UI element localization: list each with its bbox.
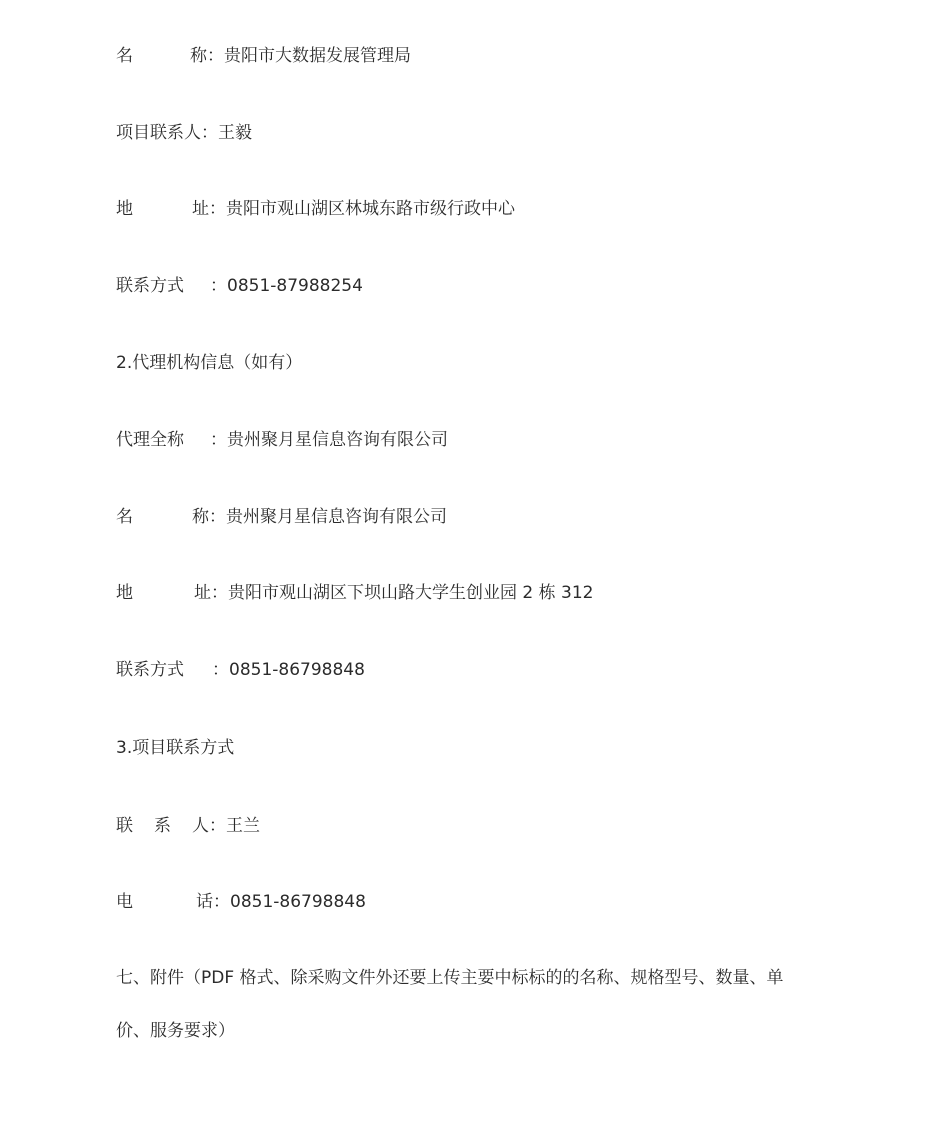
project-contact-tel-label-a: 电 (116, 892, 133, 912)
purchaser-contact-method-row (116, 275, 363, 297)
purchaser-contact-person-label: 项目联系人 (116, 123, 201, 143)
purchaser-address-value: 贵阳市观山湖区林城东路市级行政中心 (226, 199, 515, 219)
agency-contact-method-row (116, 659, 365, 681)
purchaser-contact-person-row (116, 122, 252, 144)
agency-contact-method-label: 联系方式 (116, 660, 184, 680)
agency-name-value: 贵州聚月星信息咨询有限公司 (226, 507, 447, 527)
colon: ： (209, 507, 226, 527)
purchaser-address-label-a: 地 (116, 199, 133, 219)
attachments-line-2: 价、服务要求） (116, 1021, 235, 1041)
agency-name-label-a: 名 (116, 507, 133, 527)
attachments-line-1: 七、附件（PDF 格式、除采购文件外还要上传主要中标标的的名称、规格型号、数量、单 (116, 968, 784, 988)
agency-address-row (116, 582, 593, 604)
agency-address-value: 贵阳市观山湖区下坝山路大学生创业园 2 栋 312 (228, 583, 594, 603)
colon: ： (209, 816, 226, 836)
project-contact-tel-row (116, 891, 366, 913)
agency-address-label-a: 地 (116, 583, 133, 603)
colon: ： (209, 199, 226, 219)
project-contact-person-label-a: 联 (116, 816, 133, 836)
colon: ： (213, 892, 230, 912)
project-contact-tel-value: 0851-86798848 (230, 892, 366, 912)
purchaser-address-row (116, 198, 515, 220)
purchaser-name-label-a: 名 (116, 46, 133, 66)
purchaser-contact-method-label: 联系方式 (116, 276, 184, 296)
purchaser-name-value: 贵阳市大数据发展管理局 (224, 46, 411, 66)
purchaser-contact-person-value: 王毅 (218, 123, 252, 143)
project-contact-tel-label-b: 话 (196, 892, 213, 912)
purchaser-contact-method-value: 0851-87988254 (227, 276, 363, 296)
colon: ： (210, 430, 227, 450)
agency-full-name-row (116, 429, 448, 451)
project-contact-person-row (116, 815, 260, 837)
agency-full-name-value: 贵州聚月星信息咨询有限公司 (227, 430, 448, 450)
project-contact-person-value: 王兰 (226, 816, 260, 836)
project-contact-person-label-c: 人 (192, 816, 209, 836)
colon: ： (201, 123, 218, 143)
colon: ： (212, 660, 229, 680)
project-contact-heading: 3.项目联系方式 (116, 738, 235, 758)
agency-address-label-b: 址 (194, 583, 211, 603)
agency-name-row (116, 506, 447, 528)
agency-full-name-label: 代理全称 (116, 430, 184, 450)
purchaser-name-row (116, 45, 411, 67)
agency-contact-method-value: 0851-86798848 (229, 660, 365, 680)
agency-name-label-b: 称 (192, 507, 209, 527)
purchaser-name-label-b: 称 (190, 46, 207, 66)
agency-heading: 2.代理机构信息（如有） (116, 353, 303, 373)
colon: ： (211, 583, 228, 603)
purchaser-address-label-b: 址 (192, 199, 209, 219)
colon: ： (207, 46, 224, 66)
colon: ： (210, 276, 227, 296)
project-contact-person-label-b: 系 (154, 816, 171, 836)
